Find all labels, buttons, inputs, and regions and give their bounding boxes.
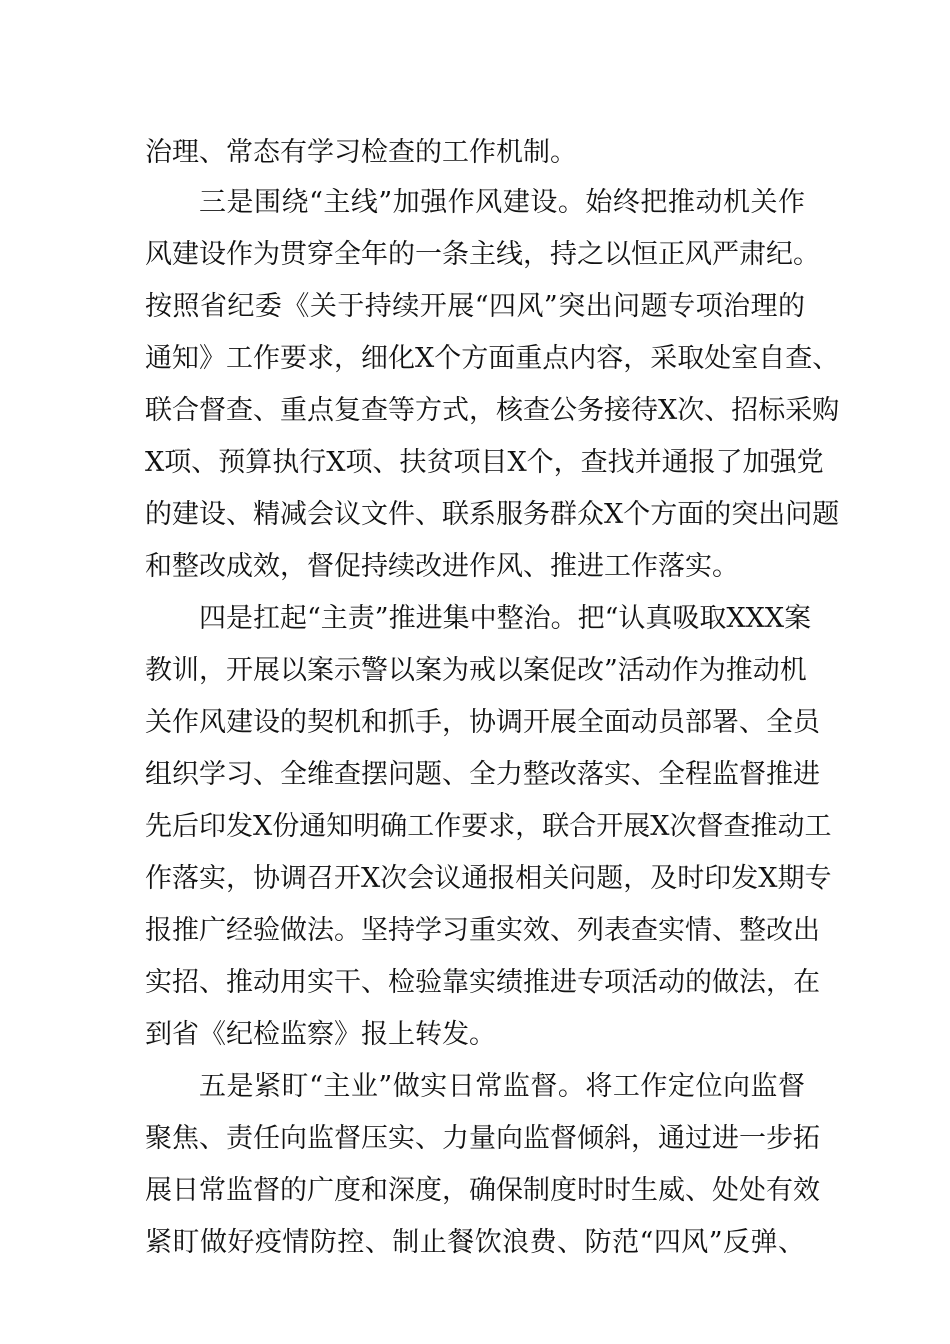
text-line: 的建设、精减会议文件、联系服务群众X个方面的突出问题 bbox=[145, 499, 840, 530]
text-line: 教训，开展以案示警以案为戒以案促改”活动作为推动机 bbox=[145, 655, 807, 686]
text-line: 聚焦、责任向监督压实、力量向监督倾斜，通过进一步拓 bbox=[145, 1123, 820, 1154]
text-line: 到省《纪检监察》报上转发。 bbox=[145, 1019, 496, 1050]
text-line: 和整改成效，督促持续改进作风、推进工作落实。 bbox=[145, 551, 739, 582]
text-line: 联合督查、重点复查等方式，核查公务接待X次、招标采购 bbox=[145, 395, 840, 426]
text-line: 风建设作为贯穿全年的一条主线，持之以恒正风严肃纪。 bbox=[145, 239, 820, 270]
text-line: 实招、推动用实干、检验靠实绩推进专项活动的做法，在 bbox=[145, 967, 820, 998]
text-line: 展日常监督的广度和深度，确保制度时时生威、处处有效 bbox=[145, 1175, 820, 1206]
text-line: 紧盯做好疫情防控、制止餐饮浪费、防范“四风”反弹、 bbox=[145, 1227, 805, 1258]
paragraph-3-first-line: 三是围绕“主线”加强作风建设。始终把推动机关作 bbox=[199, 187, 805, 218]
text-line: 按照省纪委《关于持续开展“四风”突出问题专项治理的 bbox=[145, 291, 805, 322]
paragraph-5-first-line: 五是紧盯“主业”做实日常监督。将工作定位向监督 bbox=[199, 1071, 805, 1102]
text-line: 报推广经验做法。坚持学习重实效、列表查实情、整改出 bbox=[145, 915, 820, 946]
paragraph-4-first-line: 四是扛起“主责”推进集中整治。把“认真吸取XXX案 bbox=[199, 603, 812, 634]
text-line: 关作风建设的契机和抓手，协调开展全面动员部署、全员 bbox=[145, 707, 820, 738]
text-line: 作落实，协调召开X次会议通报相关问题，及时印发X期专 bbox=[145, 863, 832, 894]
text-line: X项、预算执行X项、扶贫项目X个，查找并通报了加强党 bbox=[145, 447, 824, 478]
text-line: 治理、常态有学习检查的工作机制。 bbox=[145, 137, 577, 168]
text-line: 组织学习、全维查摆问题、全力整改落实、全程监督推进 bbox=[145, 759, 820, 790]
text-line: 先后印发X份通知明确工作要求，联合开展X次督查推动工 bbox=[145, 811, 832, 842]
text-line: 通知》工作要求，细化X个方面重点内容，采取处室自查、 bbox=[145, 343, 840, 374]
